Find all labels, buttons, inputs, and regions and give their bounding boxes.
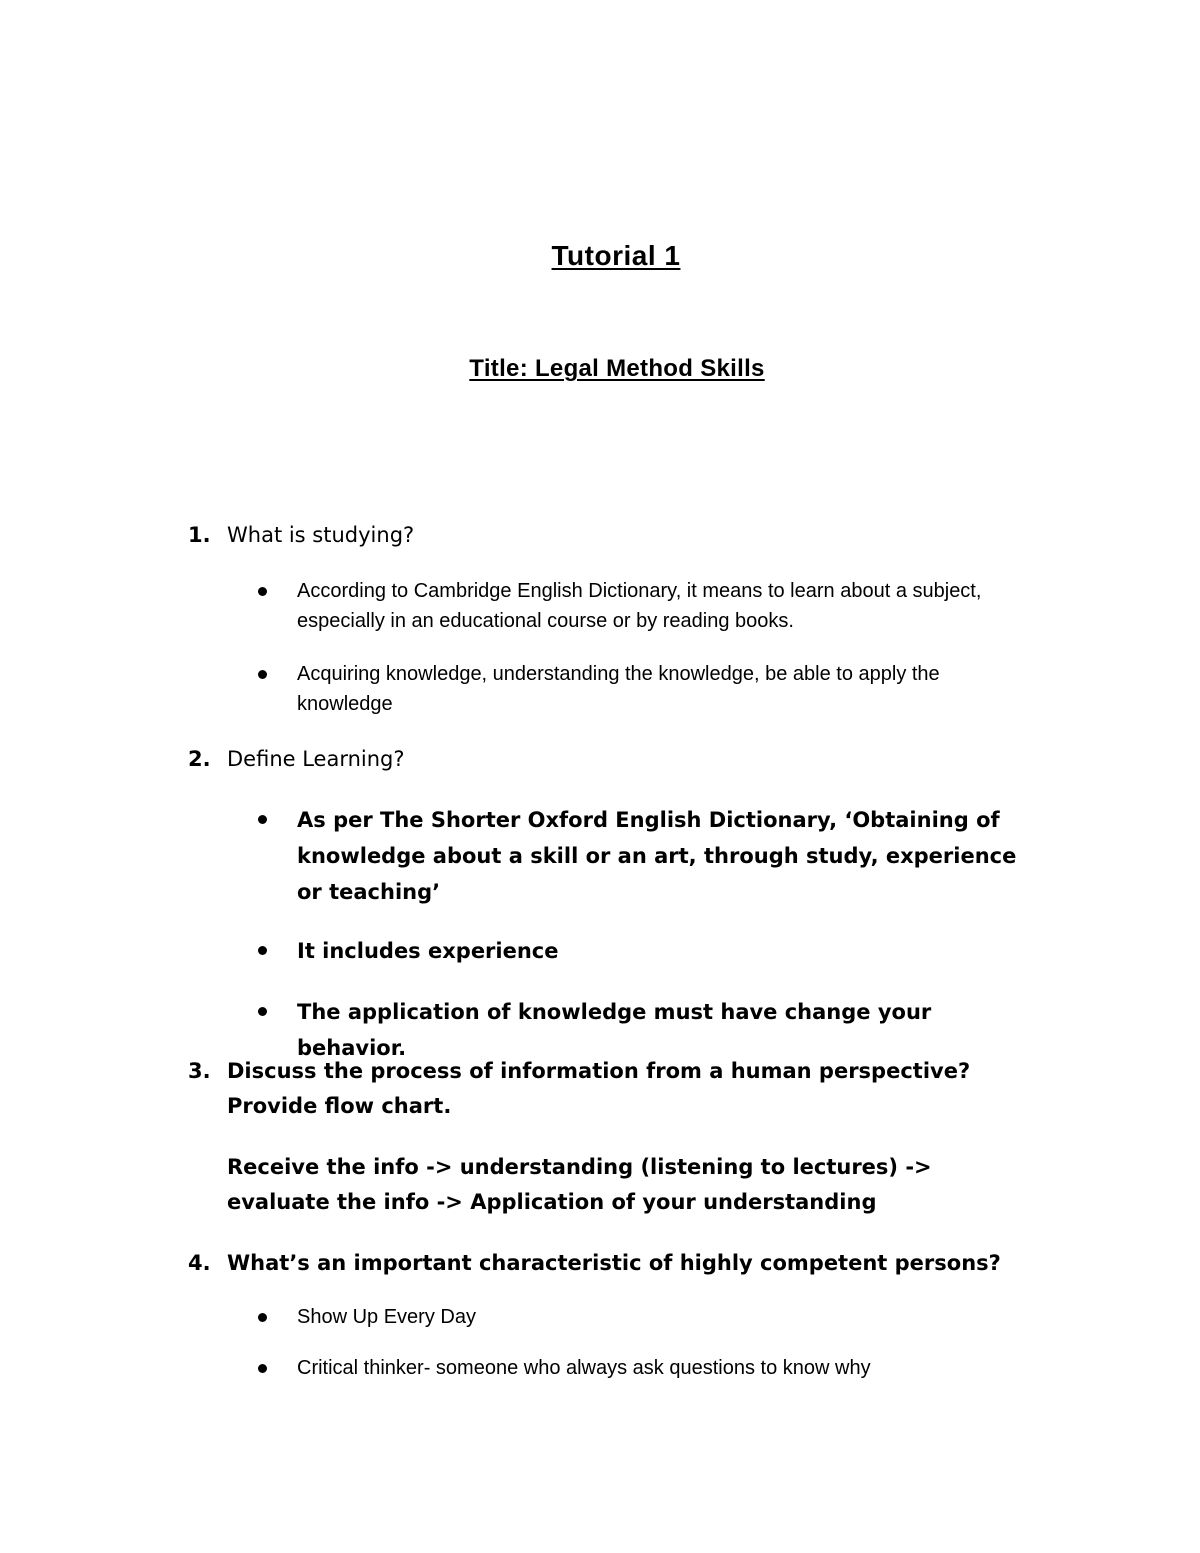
question-4 xyxy=(188,1246,1038,1281)
bullet-text: It includes experience xyxy=(297,939,559,963)
bullet-text: Show Up Every Day xyxy=(297,1306,476,1328)
bullet-text: According to Cambridge English Dictionary, it means to learn about a subject, especially in an educational course or by reading books. xyxy=(297,580,982,632)
bullet-item xyxy=(258,1302,1028,1332)
bullet-dot-icon xyxy=(258,1313,267,1322)
bullet-text: Acquiring knowledge, understanding the knowledge, be able to apply the knowledge xyxy=(297,663,940,715)
question-3 xyxy=(188,1054,1038,1124)
bullet-dot-icon xyxy=(258,587,267,596)
question-text: Define Learning? xyxy=(227,747,405,771)
question-number: 1. xyxy=(188,523,211,547)
answer-paragraph: Receive the info -> understanding (listening to lectures) -> evaluate the info -> Application of your understanding xyxy=(227,1155,932,1214)
question-1 xyxy=(188,518,1038,553)
bullet-item xyxy=(258,933,1028,969)
document-heading: Tutorial 1 xyxy=(551,240,681,271)
question-number: 4. xyxy=(188,1251,211,1275)
bullet-dot-icon xyxy=(258,670,267,679)
bullet-item xyxy=(258,802,1028,910)
question-text: What is studying? xyxy=(227,523,415,547)
bullet-item xyxy=(258,1353,1028,1383)
bullet-item xyxy=(258,576,1028,636)
bullet-text: The application of knowledge must have change your behavior. xyxy=(297,1000,932,1060)
bullet-item xyxy=(258,659,1028,719)
question-text: Discuss the process of information from a human perspective? Provide flow chart. xyxy=(227,1059,971,1118)
bullet-dot-icon xyxy=(258,815,267,824)
question-2 xyxy=(188,742,1038,777)
bullet-text: Critical thinker- someone who always ask questions to know why xyxy=(297,1357,871,1379)
question-number: 2. xyxy=(188,747,211,771)
bullet-dot-icon xyxy=(258,1007,267,1016)
bullet-dot-icon xyxy=(258,1364,267,1373)
bullet-text: As per The Shorter Oxford English Dictionary, ‘Obtaining of knowledge about a skill or an art, through study, experience or teaching’ xyxy=(297,808,1017,904)
bullet-dot-icon xyxy=(258,946,267,955)
question-number: 3. xyxy=(188,1059,211,1083)
document-title: Title: Legal Method Skills xyxy=(469,355,765,382)
question-text: What’s an important characteristic of highly competent persons? xyxy=(227,1251,1001,1275)
